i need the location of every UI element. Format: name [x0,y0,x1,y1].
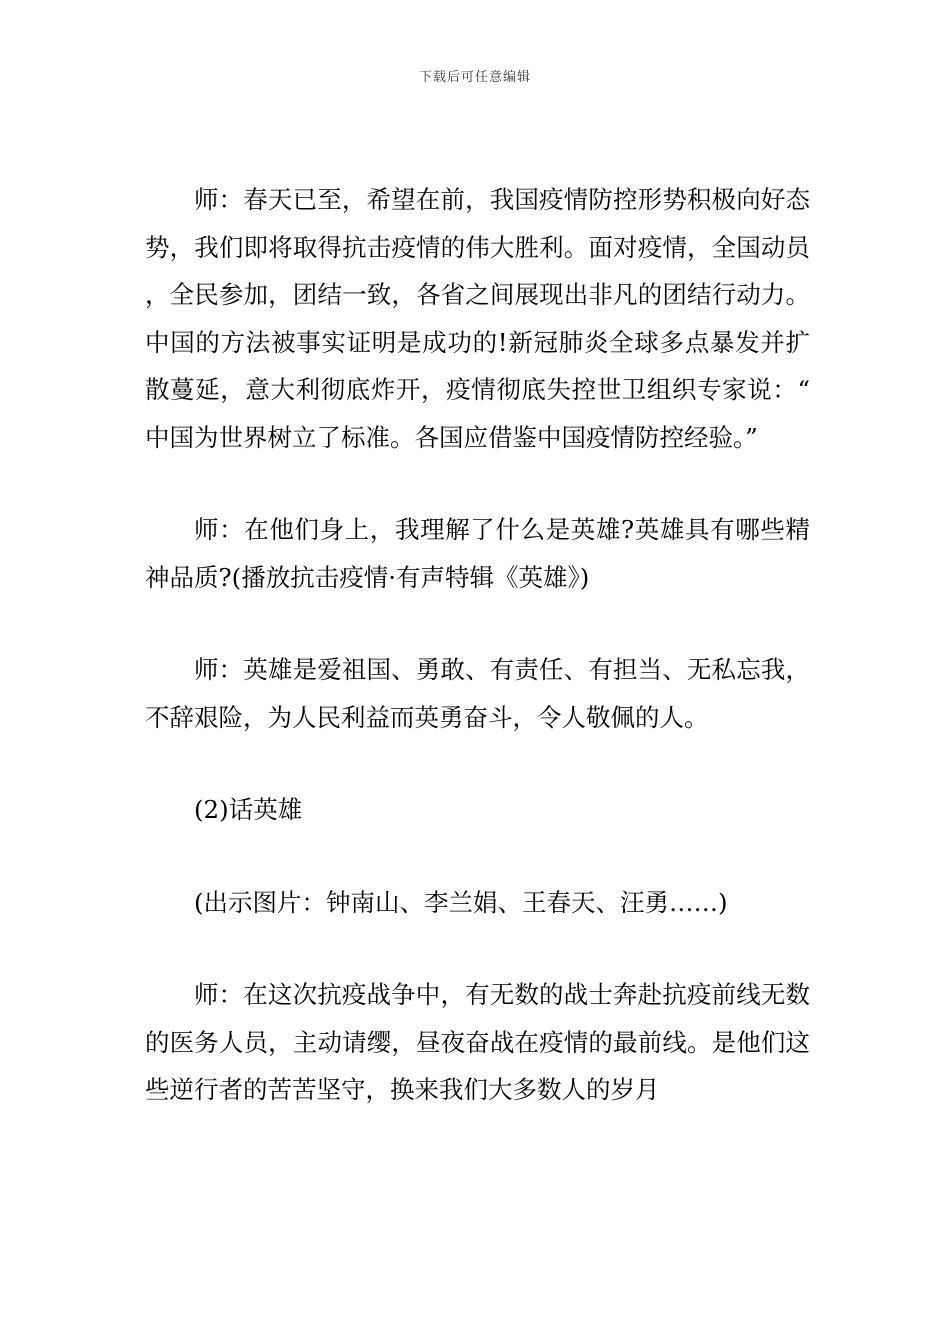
paragraph-6: 师：在这次抗疫战争中，有无数的战士奔赴抗疫前线无数的医务人员，主动请缨，昼夜奋战在疫情的最前线。是他们这些逆行者的苦苦坚守，换来我们大多数人的岁月 [145,980,810,1104]
paragraph-2: 师：在他们身上，我理解了什么是英雄?英雄具有哪些精神品质?(播放抗击疫情·有声特辑《英雄》) [145,515,810,592]
paragraph-1: 师：春天已至，希望在前，我国疫情防控形势积极向好态势，我们即将取得抗击疫情的伟大胜利。面对疫情，全国动员，全民参加，团结一致，各省之间展现出非凡的团结行动力。中国的方法被事实证明是成功的!新冠肺炎全球多点暴发并扩散蔓延，意大利彻底炸开，疫情彻底失控世卫组织专家说：“中国为世界树立了标准。各国应借鉴中国疫情防控经验。” [145,185,810,452]
paragraph-5: (出示图片：钟南山、李兰娟、王春天、汪勇……) [194,887,728,917]
document-body [145,176,810,1114]
paragraph-4-section-heading: (2)话英雄 [194,795,303,824]
paragraph-3: 师：英雄是爱祖国、勇敢、有责任、有担当、无私忘我，不辞艰险，为人民利益而英勇奋斗，令人敬佩的人。 [145,655,810,732]
page-header: 下载后可任意编辑 [418,70,531,85]
